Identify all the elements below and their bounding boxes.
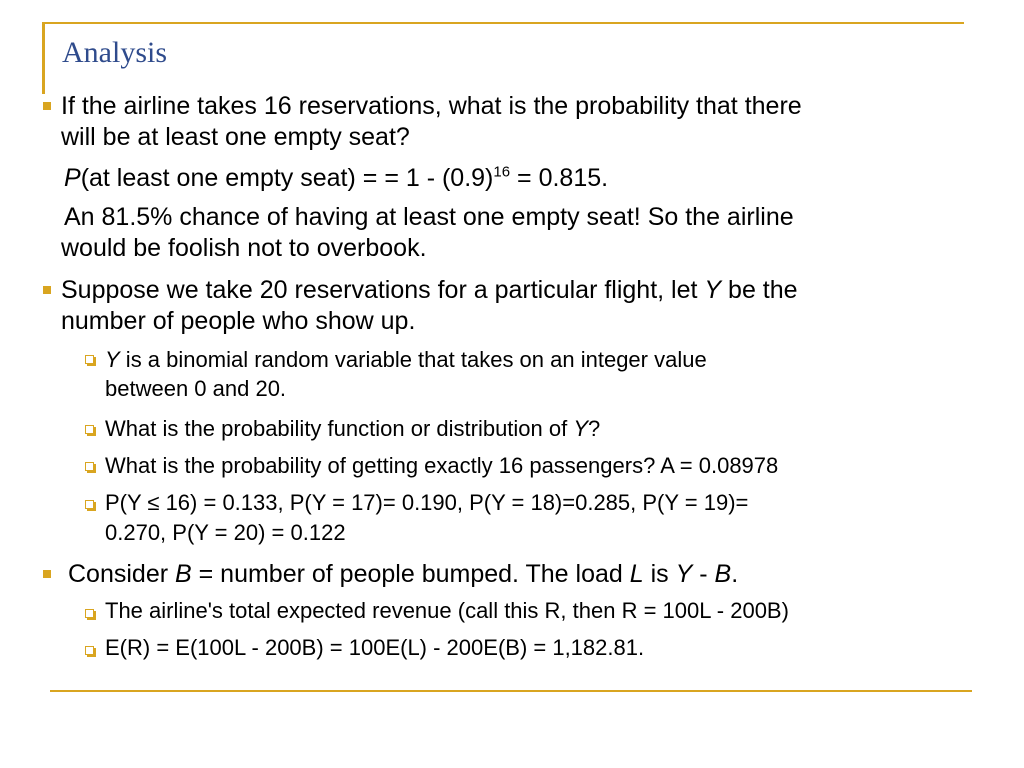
- b2-sub4-line1: P(Y ≤ 16) = 0.133, P(Y = 17)= 0.190, P(Y = 18)=0.285, P(Y = 19)=: [105, 490, 749, 515]
- sub-bullet-5: [85, 609, 94, 618]
- b1-formula: [64, 164, 608, 193]
- b2-sub2: [105, 416, 600, 442]
- b3-sub1: The airline's total expected revenue (call this R, then R = 100L - 200B): [105, 598, 789, 623]
- b2-sub2-var: Y: [573, 416, 589, 441]
- b3-t4: -: [692, 560, 715, 588]
- formula-p: P: [64, 164, 81, 192]
- b2-sub3: What is the probability of getting exactly 16 passengers? A = 0.08978: [105, 453, 779, 478]
- slide-title: Analysis: [62, 36, 167, 69]
- b1-line2: will be at least one empty seat?: [61, 123, 410, 151]
- b2-sub1-text: is a binomial random variable that takes on an integer value: [119, 347, 707, 372]
- bullet-square-1: [43, 102, 51, 110]
- b2-sub4-line2: 0.270, P(Y = 20) = 0.122: [105, 520, 346, 545]
- b3-v1: B: [175, 560, 192, 588]
- sub-bullet-4: [85, 500, 94, 509]
- b3-t3: is: [643, 560, 676, 588]
- b2-sub1-line2: between 0 and 20.: [105, 376, 287, 401]
- b3-t1: Consider: [68, 560, 175, 588]
- b2-sub2-pre: What is the probability function or distribution of: [105, 416, 574, 441]
- b2-sub2-post: ?: [588, 416, 601, 441]
- formula-tail: = 0.815.: [510, 164, 609, 192]
- b3-v2: L: [629, 560, 644, 588]
- b3-v4: B: [714, 560, 732, 588]
- sub-bullet-2: [85, 425, 94, 434]
- b2-line1-post: be the: [721, 276, 798, 304]
- sub-bullet-1: [85, 355, 94, 364]
- b3-t2: = number of people bumped. The load: [191, 560, 630, 588]
- sub-bullet-3: [85, 462, 94, 471]
- b1-line4: would be foolish not to overbook.: [61, 234, 427, 262]
- frame-vertical-line: [42, 22, 45, 94]
- sub-bullet-6: [85, 646, 94, 655]
- frame-top-line: [42, 22, 964, 24]
- frame-bottom-line: [50, 690, 972, 692]
- formula-body: (at least one empty seat) = = 1 - (0.9): [80, 164, 494, 192]
- b3-line1: [68, 560, 738, 589]
- b1-line1: If the airline takes 16 reservations, what is the probability that there: [61, 92, 802, 120]
- bullet-square-3: [43, 570, 51, 578]
- b2-sub1-line1: [105, 347, 707, 373]
- b2-line1-pre: Suppose we take 20 reservations for a particular flight, let: [61, 276, 705, 304]
- b2-line1-var: Y: [704, 276, 722, 304]
- bullet-square-2: [43, 286, 51, 294]
- b2-line2: number of people who show up.: [61, 307, 416, 335]
- b3-t5: .: [731, 560, 739, 588]
- formula-exponent: 16: [493, 163, 511, 181]
- b2-line1: [61, 276, 798, 305]
- b2-sub1-var: Y: [105, 347, 120, 372]
- b1-line3: An 81.5% chance of having at least one empty seat! So the airline: [64, 203, 794, 231]
- b3-sub2: E(R) = E(100L - 200B) = 100E(L) - 200E(B) = 1,182.81.: [105, 635, 645, 660]
- b3-v3: Y: [675, 560, 693, 588]
